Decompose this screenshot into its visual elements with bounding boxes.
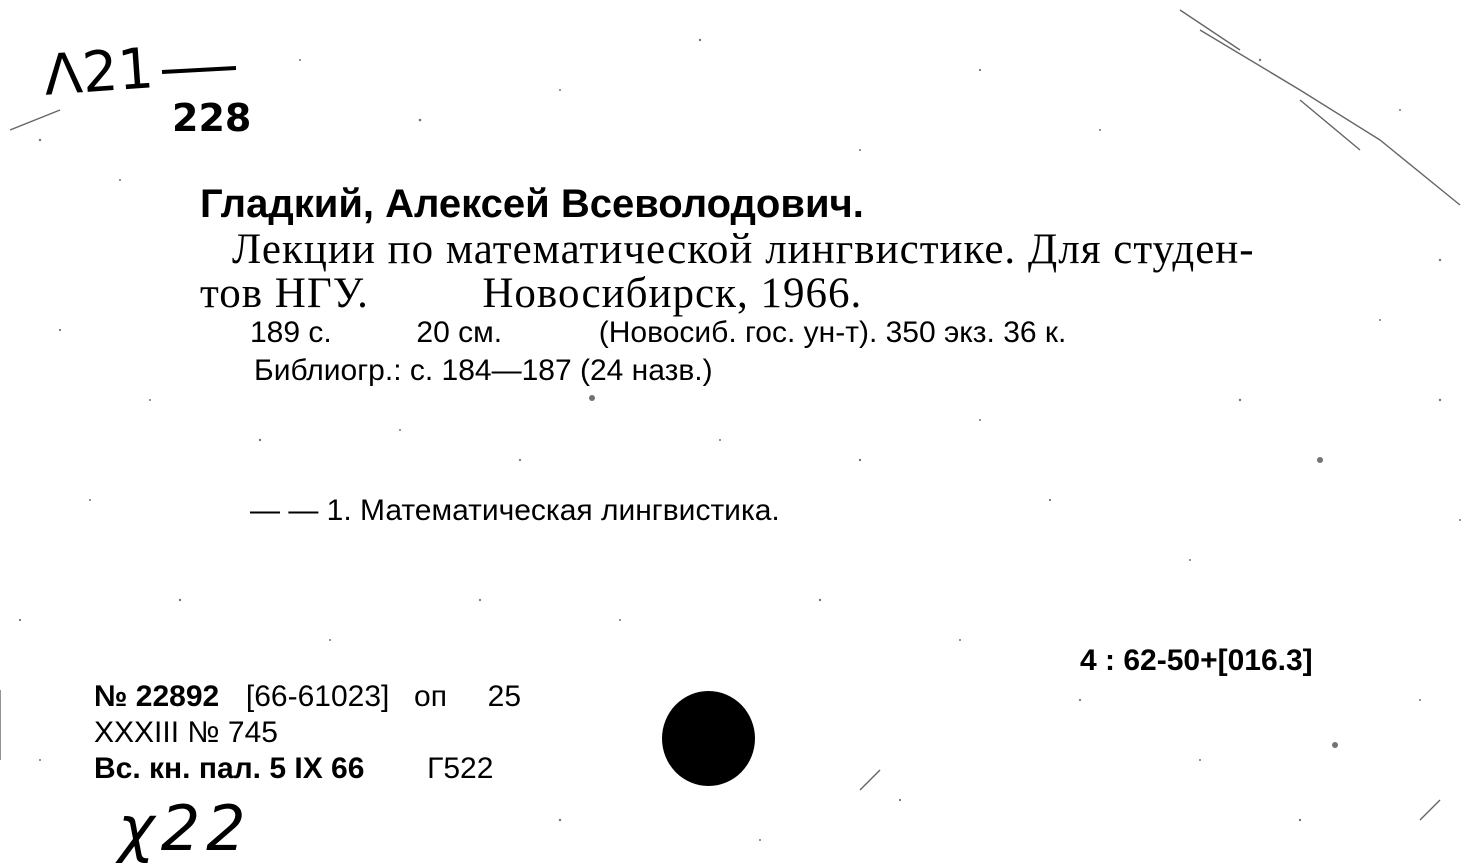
title-line-2-part-1: тов НГУ. — [200, 270, 369, 317]
registry-date: Вс. кн. пал. 5 IX 66 — [94, 752, 365, 785]
classification-index: 4 : 62-50+[016.3] — [1080, 644, 1313, 677]
call-number-divider-line — [160, 64, 240, 76]
registry-line-1 — [94, 682, 521, 712]
author-heading: Гладкий, Алексей Всеволодович. — [200, 182, 864, 226]
bibliography-note: Библиогр.: с. 184—187 (24 назв.) — [254, 354, 713, 387]
physical-description — [250, 318, 1066, 348]
publication-place-year: Новосибирск, 1966. — [482, 270, 863, 317]
registry-number: № 22892 — [94, 680, 220, 713]
title-line-1: Лекции по математической лингвистике. Для студен- — [232, 226, 1255, 273]
registry-code: [66-61023] — [245, 680, 390, 713]
handwritten-call-number-top: Λ21 — [41, 36, 156, 109]
handwritten-call-number-bottom: 228 — [172, 96, 252, 140]
registry-count: 25 — [487, 680, 522, 713]
publisher-info: (Новосиб. гос. ун-т). 350 экз. 36 к. — [598, 316, 1067, 349]
handwritten-bottom-mark: χ22 — [118, 792, 252, 865]
title-line-2 — [200, 272, 862, 315]
registry-line-2: XXXIII № 745 — [94, 716, 278, 749]
subject-heading: — — 1. Математическая лингвистика. — [250, 494, 780, 527]
registry-code-g: Г522 — [427, 752, 494, 785]
punch-hole — [662, 691, 755, 786]
registry-op: оп — [414, 680, 447, 713]
card-size: 20 см. — [416, 316, 503, 349]
page-count: 189 с. — [250, 316, 332, 349]
registry-line-3 — [94, 754, 493, 784]
